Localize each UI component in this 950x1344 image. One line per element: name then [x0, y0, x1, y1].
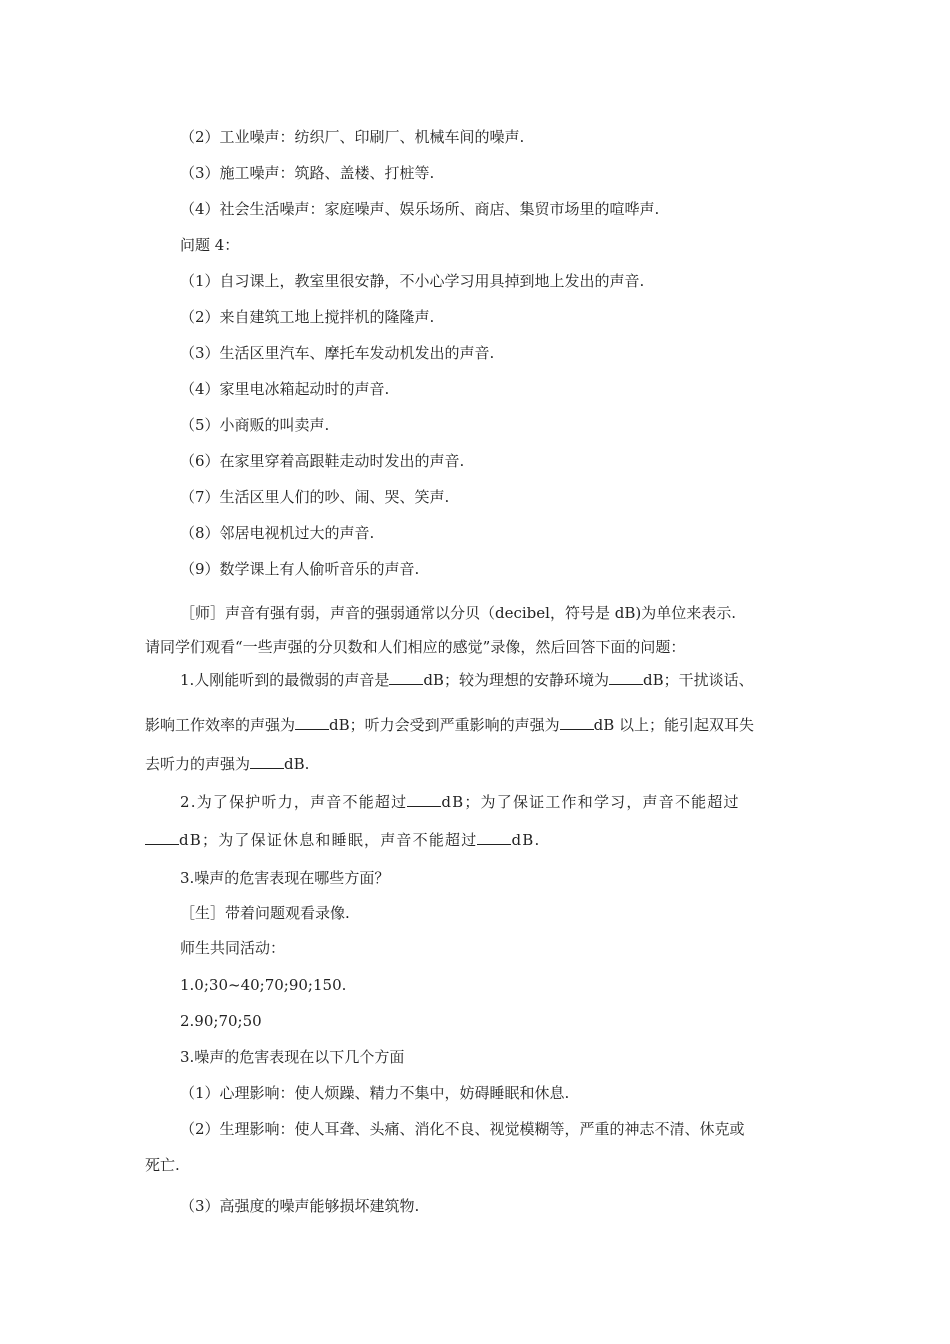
answer-blank[interactable] [560, 715, 594, 730]
answer-blank[interactable] [609, 670, 643, 685]
text-line: （6）在家里穿着高跟鞋走动时发出的声音. [180, 452, 465, 470]
question-1-line-2: 影响工作效率的声强为 dB；听力会受到严重影响的声强为 dB 以上；能引起双耳失 [145, 716, 755, 734]
text-line: （4）社会生活噪声：家庭噪声、娱乐场所、商店、集贸市场里的喧哗声. [180, 200, 660, 218]
answer-blank[interactable] [250, 754, 284, 769]
question-1-line-3: 去听力的声强为 dB. [145, 755, 310, 773]
text-line: （2）工业噪声：纺织厂、印刷厂、机械车间的噪声. [180, 128, 525, 146]
text-line: （7）生活区里人们的吵、闹、哭、笑声. [180, 488, 450, 506]
text-line: 师生共同活动： [180, 939, 286, 957]
text-line: 死亡. [145, 1156, 180, 1174]
text-line: 3.噪声的危害表现在以下几个方面 [180, 1048, 405, 1066]
question-heading: 问题 4： [180, 236, 240, 254]
answer-blank[interactable] [389, 670, 423, 685]
text-line: （1）心理影响：使人烦躁、精力不集中，妨碍睡眠和休息. [180, 1084, 570, 1102]
question-1-line-1: 1.人刚能听到的最微弱的声音是 dB；较为理想的安静环境为 dB；干扰谈话、 [180, 671, 754, 689]
answer-blank[interactable] [145, 830, 179, 845]
teacher-line: ［师］声音有强有弱，声音的强弱通常以分贝（decibel，符号是 dB)为单位来表示. [180, 604, 736, 622]
question-2-line-2: dB；为了保证休息和睡眠，声音不能超过 dB. [145, 830, 540, 850]
text-line: （5）小商贩的叫卖声. [180, 416, 330, 434]
text-line: （3）高强度的噪声能够损坏建筑物. [180, 1197, 420, 1215]
text-line: （3）生活区里汽车、摩托车发动机发出的声音. [180, 344, 495, 362]
answer-blank[interactable] [477, 830, 511, 845]
text-line: （8）邻居电视机过大的声音. [180, 524, 375, 542]
text-line: （4）家里电冰箱起动时的声音. [180, 380, 390, 398]
text-line: （2）来自建筑工地上搅拌机的隆隆声. [180, 308, 435, 326]
answer-line: 1.0;30~40;70;90;150. [180, 976, 347, 994]
answer-line: 2.90;70;50 [180, 1012, 262, 1030]
text-line: 请同学们观看“一些声强的分贝数和人们相应的感觉”录像，然后回答下面的问题： [145, 638, 686, 656]
text-line: （1）自习课上，教室里很安静，不小心学习用具掉到地上发出的声音. [180, 272, 645, 290]
text-line: （3）施工噪声：筑路、盖楼、打桩等. [180, 164, 435, 182]
question-2-line-1: 2.为了保护听力，声音不能超过 dB；为了保证工作和学习，声音不能超过 [180, 793, 740, 811]
text-line: （9）数学课上有人偷听音乐的声音. [180, 560, 420, 578]
answer-blank[interactable] [295, 715, 329, 730]
answer-blank[interactable] [407, 792, 441, 807]
text-line: 3.噪声的危害表现在哪些方面？ [180, 869, 390, 887]
student-line: ［生］带着问题观看录像. [180, 904, 350, 922]
text-line: （2）生理影响：使人耳聋、头痛、消化不良、视觉模糊等，严重的神志不清、休克或 [180, 1120, 745, 1138]
